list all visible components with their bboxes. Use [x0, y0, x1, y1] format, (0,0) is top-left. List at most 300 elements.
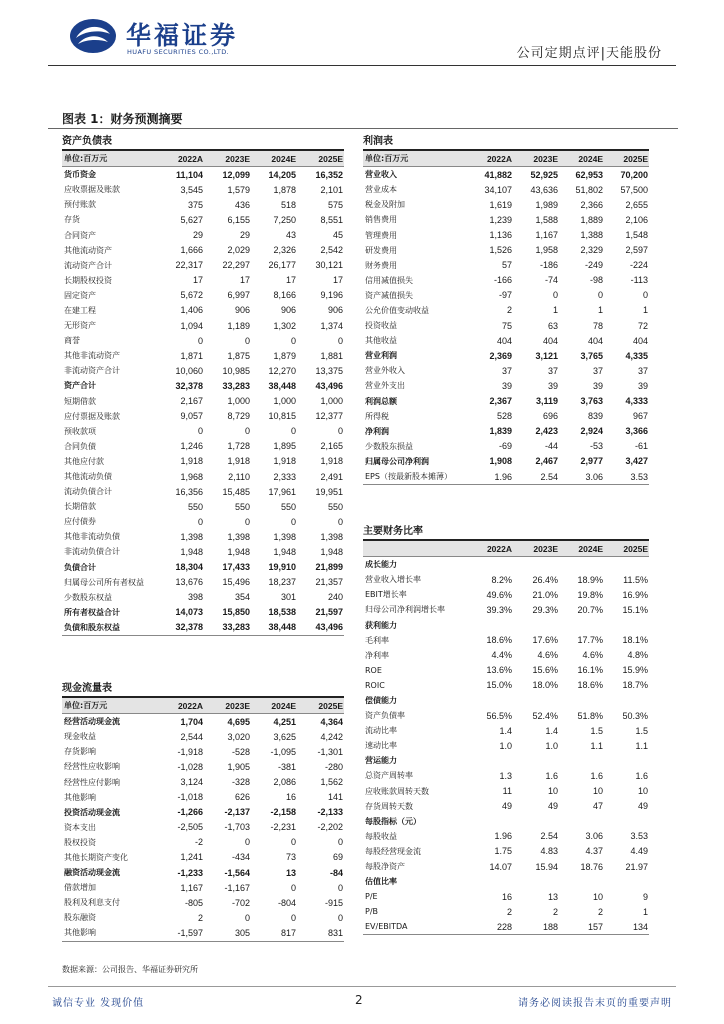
row-value: 3,545: [180, 184, 203, 195]
table-header-row: [62, 698, 344, 714]
row-value: 8.2%: [491, 574, 512, 585]
row-value: [604, 617, 649, 632]
row-value: 20.7%: [577, 604, 603, 615]
row-value: 5,627: [180, 214, 203, 225]
row-value: 626: [234, 792, 250, 803]
row-value: 3,119: [535, 396, 558, 407]
row-label: EV/EBITDA: [363, 919, 467, 935]
row-value: 12,270: [268, 365, 296, 376]
row-value: 17: [192, 275, 203, 286]
row-value: 1: [642, 906, 648, 917]
row-value: 0: [244, 912, 250, 923]
row-label: 流动资产合计: [64, 260, 112, 270]
header-year-cell: 2025E: [604, 151, 649, 167]
row-value: 11,104: [175, 169, 203, 180]
row-value: [559, 557, 604, 573]
row-value: 22,297: [222, 260, 250, 271]
row-value: 37: [637, 365, 648, 376]
row-label: 偿债能力: [365, 695, 397, 705]
table-row: [62, 590, 344, 605]
table-row: [62, 288, 344, 303]
row-value: 0: [197, 335, 203, 346]
table-row: [363, 243, 649, 258]
row-value: 0: [244, 837, 250, 848]
row-value: 3,763: [580, 396, 603, 407]
row-value: 16: [501, 891, 512, 902]
row-value: 33,283: [204, 620, 251, 636]
row-value: -804: [277, 897, 296, 908]
header-year-cell: 2024E: [559, 151, 604, 167]
row-value: 436: [234, 199, 250, 210]
row-value: 1.5: [590, 725, 603, 736]
table-row: [363, 288, 649, 303]
row-value: 73: [285, 852, 296, 863]
cash-flow-title: 现金流量表: [62, 683, 112, 694]
logo-english-name: HUAFU SECURITIES CO.,LTD.: [127, 48, 230, 56]
row-value: 1,136: [489, 230, 512, 241]
row-value: 0: [597, 290, 603, 301]
row-value: -1,233: [177, 867, 203, 878]
row-value: [513, 753, 559, 768]
row-value: 37: [501, 365, 512, 376]
row-value: 157: [559, 919, 604, 935]
row-value: 41,882: [484, 169, 512, 180]
table-row: [62, 363, 344, 378]
table-row: [62, 439, 344, 454]
row-value: 4,364: [320, 716, 343, 727]
row-value: -1,028: [177, 761, 203, 772]
row-value: -2,231: [270, 822, 296, 833]
row-value: 2,369: [489, 350, 512, 361]
row-value: [467, 693, 513, 708]
row-label: 归属母公司所有者权益: [64, 577, 144, 587]
row-label: 财务费用: [365, 260, 397, 270]
table-row: [62, 424, 344, 439]
row-value: 13,375: [315, 365, 343, 376]
row-label: 合同负债: [64, 441, 96, 451]
row-value: -2,505: [177, 822, 203, 833]
table-row: [62, 182, 344, 197]
row-label: 在建工程: [64, 305, 96, 315]
row-label: EBIT增长率: [365, 590, 407, 600]
row-label: 归属母公司净利润: [365, 456, 429, 466]
row-value: 50.3%: [622, 710, 648, 721]
row-value: -528: [231, 746, 250, 757]
row-value: 0: [552, 290, 558, 301]
row-label: 每股指标（元）: [365, 816, 421, 826]
row-label: 非流动负债合计: [64, 547, 120, 557]
row-value: 4.8%: [627, 650, 648, 661]
row-value: 16,352: [315, 169, 343, 180]
row-value: 550: [280, 501, 296, 512]
row-value: 1.3: [499, 770, 512, 781]
table-row: [62, 865, 344, 880]
row-value: 0: [290, 912, 296, 923]
row-value: 17.6%: [532, 635, 558, 646]
balance-sheet-table: [62, 151, 344, 636]
table-row: [62, 790, 344, 805]
header-year-cell: 2023E: [513, 151, 559, 167]
header-unit-cell: 单位:百万元: [62, 698, 158, 714]
row-value: -2,202: [317, 822, 343, 833]
row-label: 应收票据及账款: [64, 185, 120, 195]
row-value: 906: [327, 305, 343, 316]
table-row: [363, 273, 649, 288]
report-title: 公司定期点评|天能股份: [516, 46, 662, 61]
row-value: 831: [297, 925, 344, 941]
row-value: 70,200: [620, 169, 648, 180]
row-value: 1,094: [180, 320, 203, 331]
row-label: 每股收益: [365, 831, 397, 841]
row-value: 45: [332, 230, 343, 241]
row-label: 长期借款: [64, 502, 96, 512]
table-row: [62, 880, 344, 895]
row-value: 967: [632, 411, 648, 422]
table-row: [363, 587, 649, 602]
table-row: [62, 258, 344, 273]
row-value: -702: [231, 897, 250, 908]
row-value: 305: [204, 925, 251, 941]
row-value: 1,526: [489, 245, 512, 256]
row-value: 52.4%: [532, 710, 558, 721]
header-year-cell: 2025E: [297, 151, 344, 167]
row-value: 39: [547, 380, 558, 391]
table-row: [363, 182, 649, 197]
row-value: -1,564: [224, 867, 250, 878]
table-row: [363, 454, 649, 469]
row-value: 1,918: [273, 456, 296, 467]
row-value: 1,948: [180, 546, 203, 557]
row-value: 1.0: [499, 740, 512, 751]
row-value: -1,167: [224, 882, 250, 893]
row-value: 17,433: [222, 562, 250, 573]
row-value: -249: [584, 260, 603, 271]
row-value: -69: [498, 441, 512, 452]
row-value: 1,398: [320, 531, 343, 542]
row-label: 每股净资产: [365, 862, 405, 872]
row-value: 13: [547, 891, 558, 902]
row-value: -915: [324, 897, 343, 908]
header-year-cell: 2023E: [204, 151, 251, 167]
row-label: 信用减值损失: [365, 275, 413, 285]
row-value: 49: [547, 801, 558, 812]
row-value: 375: [187, 199, 203, 210]
row-value: 21.97: [625, 861, 648, 872]
row-value: 19.8%: [577, 589, 603, 600]
table-row: [62, 243, 344, 258]
row-value: 2,029: [227, 245, 250, 256]
row-value: 26,177: [268, 260, 296, 271]
table-row: [62, 167, 344, 183]
row-value: 1,871: [180, 350, 203, 361]
header-year-cell: 2022A: [158, 698, 204, 714]
row-value: 3,124: [180, 777, 203, 788]
row-label: 现金收益: [64, 732, 96, 742]
row-value: 16.9%: [622, 589, 648, 600]
row-label: 经营性应收影响: [64, 762, 120, 772]
row-label: 所得税: [365, 411, 389, 421]
row-label: EPS（按最新股本摊薄）: [363, 469, 467, 485]
row-value: 10,985: [222, 365, 250, 376]
row-value: 52,925: [530, 169, 558, 180]
row-value: 1,398: [180, 531, 203, 542]
row-value: 404: [542, 335, 558, 346]
row-value: 8,729: [227, 411, 250, 422]
table-row: [62, 409, 344, 424]
row-value: 1,000: [320, 396, 343, 407]
row-value: 550: [187, 501, 203, 512]
row-value: 141: [327, 792, 343, 803]
table-row: [62, 910, 344, 925]
row-value: 1.4: [545, 725, 558, 736]
table-row: [363, 227, 649, 242]
row-value: 0: [337, 426, 343, 437]
table-header-row: [363, 541, 649, 557]
row-value: 1,704: [180, 716, 203, 727]
row-value: 4.37: [585, 846, 603, 857]
row-value: -74: [544, 275, 558, 286]
row-value: 37: [547, 365, 558, 376]
row-value: 2.54: [540, 831, 558, 842]
row-value: 56.5%: [486, 710, 512, 721]
row-value: 228: [467, 919, 513, 935]
row-value: 1,398: [227, 531, 250, 542]
table-row: [363, 378, 649, 393]
row-label: ROIC: [365, 680, 385, 690]
row-value: 3.53: [604, 469, 649, 485]
table-row: [363, 919, 649, 935]
row-value: 518: [280, 199, 296, 210]
table-header-row: [62, 151, 344, 167]
row-value: 16.1%: [577, 665, 603, 676]
row-value: 1,406: [180, 305, 203, 316]
row-value: [513, 557, 559, 573]
row-value: [513, 874, 559, 889]
row-label: 成长能力: [365, 560, 397, 570]
row-value: 1: [597, 305, 603, 316]
data-source-note: 数据来源：公司报告、华福证券研究所: [62, 965, 198, 974]
balance-sheet-title: 资产负债表: [62, 136, 112, 147]
row-value: 18.7%: [622, 680, 648, 691]
table-row: [363, 844, 649, 859]
row-value: [513, 693, 559, 708]
row-value: 3.06: [559, 469, 604, 485]
row-value: 18.1%: [622, 635, 648, 646]
row-value: 21,899: [315, 562, 343, 573]
row-value: 906: [280, 305, 296, 316]
row-label: 总资产周转率: [365, 771, 413, 781]
row-value: 15.94: [535, 861, 558, 872]
row-value: 0: [244, 335, 250, 346]
row-label: 所有者权益合计: [64, 607, 120, 617]
row-value: 39: [637, 380, 648, 391]
row-value: 38,448: [251, 620, 297, 636]
row-value: 398: [187, 592, 203, 603]
row-value: [513, 814, 559, 829]
row-value: 57: [501, 260, 512, 271]
row-value: 8,551: [320, 214, 343, 225]
row-value: 4,335: [625, 350, 648, 361]
row-value: 0: [337, 837, 343, 848]
row-label: 其他影响: [64, 792, 96, 802]
table-row: [363, 859, 649, 874]
row-label: 资产合计: [64, 381, 96, 391]
row-value: 2,597: [625, 245, 648, 256]
row-value: 1.5: [635, 725, 648, 736]
row-value: 49: [637, 801, 648, 812]
row-value: 0: [290, 882, 296, 893]
row-value: 1,839: [489, 426, 512, 437]
row-value: 1,167: [535, 230, 558, 241]
row-value: 404: [587, 335, 603, 346]
row-value: 1,918: [180, 456, 203, 467]
row-value: 39: [501, 380, 512, 391]
row-value: 0: [290, 837, 296, 848]
row-value: 10: [547, 786, 558, 797]
table-row: [62, 895, 344, 910]
table-row: [62, 454, 344, 469]
table-row: [62, 529, 344, 544]
row-label: 其他非流动负债: [64, 532, 120, 542]
row-value: -53: [589, 441, 603, 452]
row-value: 47: [592, 801, 603, 812]
row-value: 1.96: [467, 469, 513, 485]
row-label: 资产减值损失: [365, 290, 413, 300]
row-value: -61: [634, 441, 648, 452]
row-value: 18.6%: [577, 680, 603, 691]
header-year-cell: 2022A: [467, 151, 513, 167]
row-value: 0: [244, 516, 250, 527]
row-value: 9,196: [320, 290, 343, 301]
row-value: 9: [642, 891, 648, 902]
row-value: 240: [327, 592, 343, 603]
row-label: 应付债券: [64, 517, 96, 527]
table-row: [363, 602, 649, 617]
footer-disclaimer: 请务必阅读报告末页的重要声明: [518, 998, 672, 1009]
row-value: 404: [496, 335, 512, 346]
row-value: 1: [552, 305, 558, 316]
row-label: 少数股东权益: [64, 592, 112, 602]
row-value: 354: [234, 592, 250, 603]
table-row: [363, 212, 649, 227]
row-value: 301: [280, 592, 296, 603]
row-value: 39.3%: [486, 604, 512, 615]
row-value: 2,167: [180, 396, 203, 407]
row-label: 资本支出: [64, 822, 96, 832]
row-value: 2: [197, 912, 203, 923]
row-label: 营业收入增长率: [365, 575, 421, 585]
row-value: 10,060: [175, 365, 203, 376]
table-row: [363, 799, 649, 814]
row-value: 15,485: [222, 486, 250, 497]
row-value: 21,357: [315, 577, 343, 588]
table-row: [363, 617, 649, 632]
header-year-cell: 2022A: [467, 541, 513, 557]
row-label: 营运能力: [365, 756, 397, 766]
header-year-cell: 2022A: [158, 151, 204, 167]
row-value: 12,099: [222, 169, 250, 180]
table-row: [363, 424, 649, 439]
row-value: 1,167: [180, 882, 203, 893]
row-value: 30,121: [315, 260, 343, 271]
table-row: [363, 557, 649, 573]
footer-slogan: 诚信专业 发现价值: [52, 998, 145, 1009]
row-value: 11: [502, 786, 512, 797]
row-label: 管理费用: [365, 230, 397, 240]
row-value: 15.1%: [622, 604, 648, 615]
row-value: 1,666: [180, 245, 203, 256]
row-value: -2: [194, 837, 203, 848]
row-value: 1,548: [625, 230, 648, 241]
row-value: 14.07: [489, 861, 512, 872]
row-value: 17.7%: [577, 635, 603, 646]
row-label: 商誉: [64, 336, 80, 346]
table-row: [363, 814, 649, 829]
header-year-cell: 2024E: [251, 151, 297, 167]
header-unit-cell: 单位:百万元: [62, 151, 158, 167]
balance-sheet-panel: [62, 136, 344, 636]
row-value: 9,057: [180, 411, 203, 422]
table-row: [62, 212, 344, 227]
table-row: [363, 303, 649, 318]
header-year-cell: 2025E: [604, 541, 649, 557]
row-value: 4,695: [227, 716, 250, 727]
row-label: 货币资金: [64, 170, 96, 180]
table-row: [62, 499, 344, 514]
table-row: [62, 273, 344, 288]
row-value: 817: [251, 925, 297, 941]
row-value: -2,137: [224, 807, 250, 818]
row-label: 负债合计: [64, 562, 96, 572]
table-row: [62, 514, 344, 529]
row-value: 1.1: [635, 740, 648, 751]
row-value: [604, 874, 649, 889]
row-value: [604, 753, 649, 768]
row-value: 15.6%: [532, 665, 558, 676]
row-value: 29.3%: [532, 604, 558, 615]
row-value: 17: [285, 275, 296, 286]
table-row: [363, 469, 649, 485]
row-value: [559, 814, 604, 829]
row-value: 1,241: [180, 852, 203, 863]
table-row: [62, 744, 344, 759]
row-value: 51.8%: [577, 710, 603, 721]
row-value: 2,101: [320, 184, 343, 195]
header-divider: [48, 65, 676, 66]
row-value: 1,398: [273, 531, 296, 542]
row-value: 1.6: [545, 770, 558, 781]
table-row: [363, 784, 649, 799]
row-value: 18.76: [580, 861, 603, 872]
row-value: -1,266: [177, 807, 203, 818]
row-label: 应收账款周转天数: [365, 786, 429, 796]
header-year-cell: 2023E: [513, 541, 559, 557]
table-row: [363, 633, 649, 648]
page-number: 2: [355, 993, 363, 1007]
row-value: 1,239: [489, 214, 512, 225]
row-value: 1,881: [320, 350, 343, 361]
row-value: 78: [592, 320, 603, 331]
table-row: [62, 197, 344, 212]
row-value: 134: [604, 919, 649, 935]
row-label: P/B: [365, 907, 379, 917]
row-value: 906: [234, 305, 250, 316]
row-value: 1,875: [227, 350, 250, 361]
row-value: 22,317: [175, 260, 203, 271]
row-value: 528: [496, 411, 512, 422]
row-value: 1,948: [273, 546, 296, 557]
row-value: [467, 874, 513, 889]
